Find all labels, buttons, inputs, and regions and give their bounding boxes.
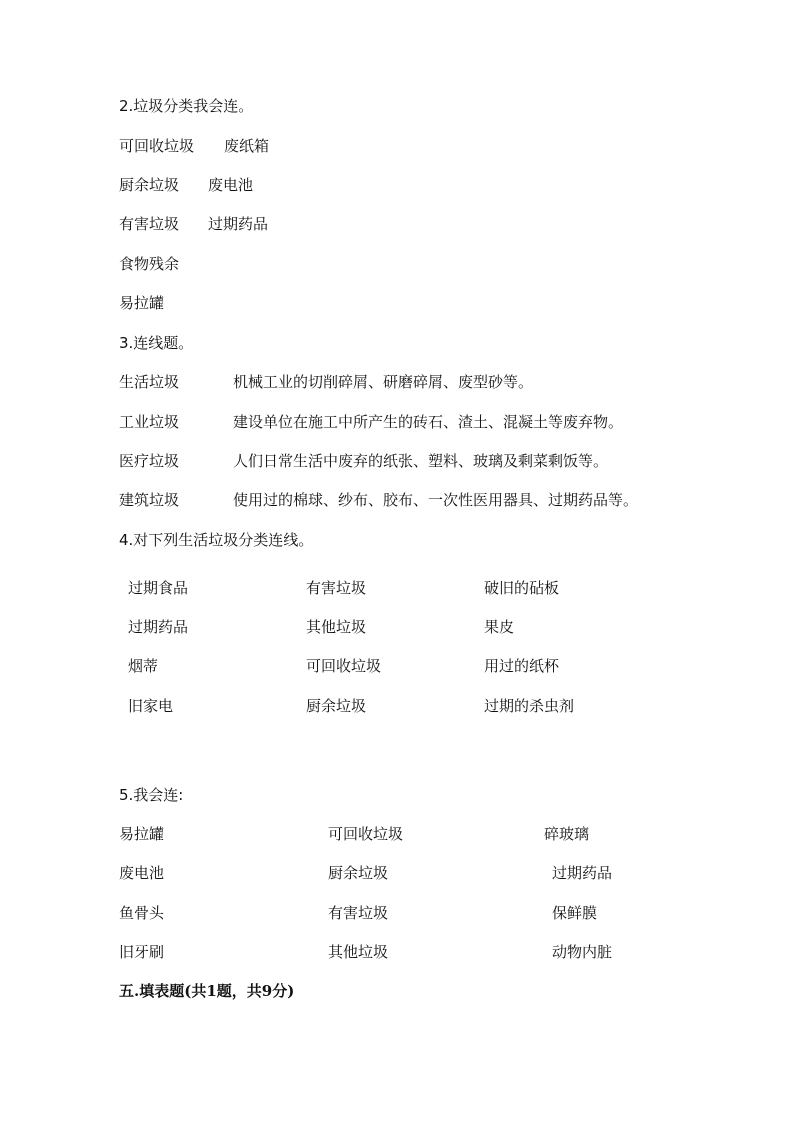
q4-col2-item: 其他垃圾 [306, 618, 367, 636]
q3-left-item: 工业垃圾 [119, 413, 180, 431]
q5-col1-item: 易拉罐 [119, 825, 165, 843]
q5-col3-item: 动物内脏 [552, 943, 613, 961]
q5-title: 5.我会连: [119, 786, 184, 804]
q4-col1-item: 旧家电 [128, 697, 174, 715]
q5-col2-item: 可回收垃圾 [328, 825, 404, 843]
q3-right-item: 使用过的棉球、纱布、胶布、一次性医用器具、过期药品等。 [233, 491, 639, 509]
section-heading: 五.填表题(共1题，共9分) [119, 982, 295, 1000]
q2-left-item: 食物残余 [119, 255, 180, 273]
q2-right-item: 废电池 [208, 176, 254, 194]
q2-title: 2.垃圾分类我会连。 [119, 97, 254, 115]
q5-col3-item: 保鲜膜 [552, 904, 598, 922]
q5-col1-item: 旧牙刷 [119, 943, 165, 961]
q4-title: 4.对下列生活垃圾分类连线。 [119, 531, 314, 549]
q3-left-item: 生活垃圾 [119, 373, 180, 391]
q4-col1-item: 烟蒂 [128, 657, 159, 675]
q2-right-item: 过期药品 [208, 215, 269, 233]
q4-col3-item: 用过的纸杯 [484, 657, 560, 675]
q2-left-item: 厨余垃圾 [119, 176, 180, 194]
q5-col3-item: 过期药品 [552, 864, 613, 882]
q2-left-item: 易拉罐 [119, 294, 165, 312]
q4-col1-item: 过期药品 [128, 618, 189, 636]
q3-title: 3.连线题。 [119, 334, 194, 352]
q3-left-item: 建筑垃圾 [119, 491, 180, 509]
q3-right-item: 机械工业的切削碎屑、研磨碎屑、废型砂等。 [233, 373, 534, 391]
q5-col3-item: 碎玻璃 [544, 825, 590, 843]
q3-right-item: 建设单位在施工中所产生的砖石、渣土、混凝土等废弃物。 [233, 413, 624, 431]
q2-left-item: 可回收垃圾 [119, 137, 195, 155]
q3-left-item: 医疗垃圾 [119, 452, 180, 470]
q4-col3-item: 过期的杀虫剂 [484, 697, 575, 715]
q5-col2-item: 厨余垃圾 [328, 864, 389, 882]
q5-col1-item: 废电池 [119, 864, 165, 882]
q5-col2-item: 有害垃圾 [328, 904, 389, 922]
q4-col2-item: 可回收垃圾 [306, 657, 382, 675]
q4-col2-item: 有害垃圾 [306, 579, 367, 597]
q5-col2-item: 其他垃圾 [328, 943, 389, 961]
q2-left-item: 有害垃圾 [119, 215, 180, 233]
q4-col1-item: 过期食品 [128, 579, 189, 597]
q4-col3-item: 破旧的砧板 [484, 579, 560, 597]
q3-right-item: 人们日常生活中废弃的纸张、塑料、玻璃及剩菜剩饭等。 [233, 452, 609, 470]
q4-col3-item: 果皮 [484, 618, 515, 636]
q2-right-item: 废纸箱 [224, 137, 270, 155]
q4-col2-item: 厨余垃圾 [306, 697, 367, 715]
q5-col1-item: 鱼骨头 [119, 904, 165, 922]
